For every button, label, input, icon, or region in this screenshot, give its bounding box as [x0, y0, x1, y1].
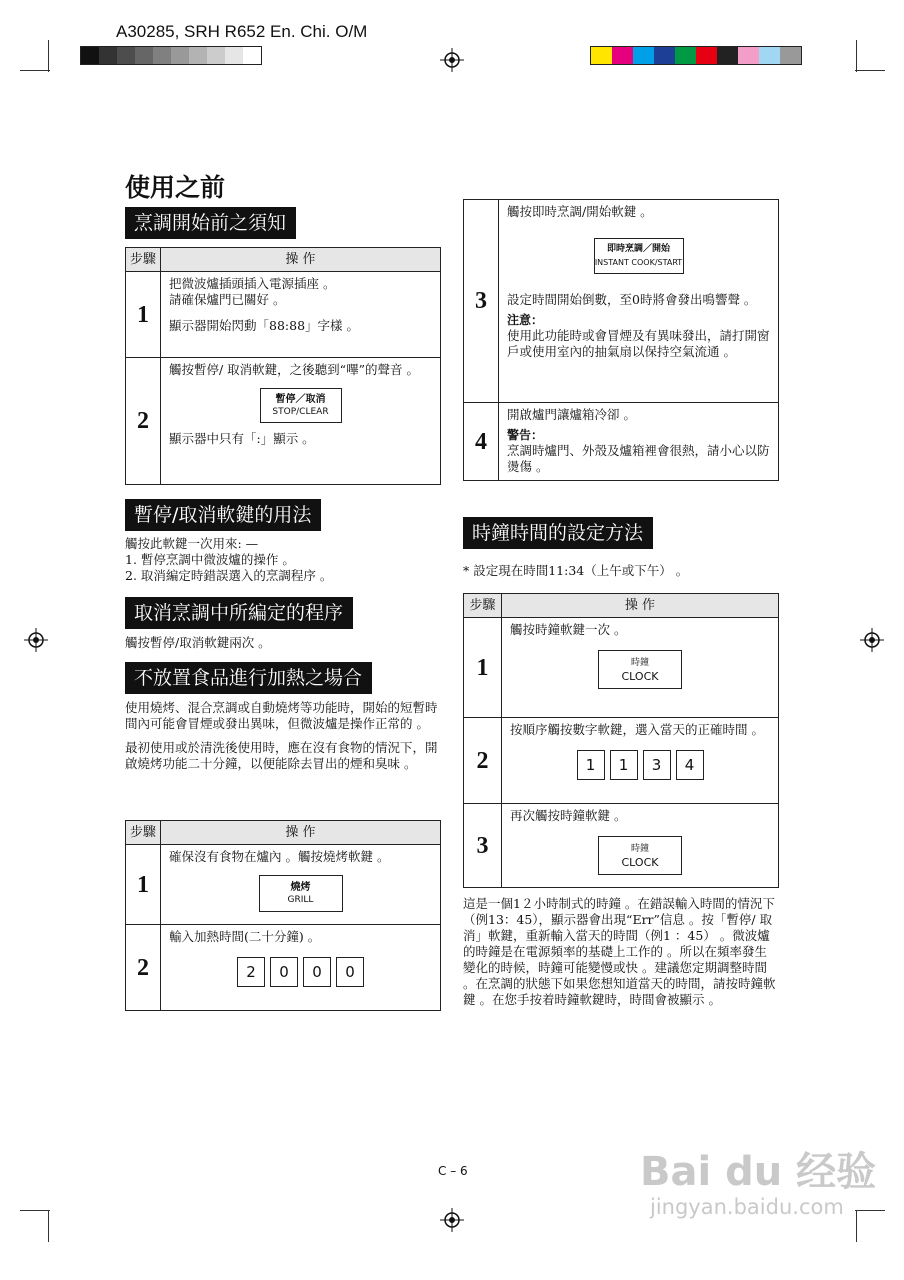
key-label-en: INSTANT COOK/START [594, 258, 683, 267]
digit-key[interactable]: 0 [303, 957, 331, 987]
step-text: 顯示器中只有「:」顯示 。 [169, 431, 315, 446]
color-swatch [717, 47, 738, 64]
paragraph: 觸按此軟鍵一次用來: — [125, 536, 259, 551]
key-label-en: GRILL [287, 894, 314, 905]
key-label: 時鐘 [630, 843, 649, 854]
color-swatch [696, 47, 717, 64]
digit-key[interactable]: 0 [336, 957, 364, 987]
registration-mark-icon [24, 628, 48, 652]
column-header-step: 步驟 [126, 821, 161, 845]
gray-swatch [135, 47, 153, 64]
digit-key[interactable]: 0 [270, 957, 298, 987]
digit-key[interactable]: 4 [676, 750, 704, 780]
step-text: 開啟爐門讓爐箱冷卻 。 [507, 407, 636, 422]
section-heading: 時鐘時間的設定方法 [463, 517, 653, 549]
gray-swatch [81, 47, 99, 64]
grayscale-calibration-bar [80, 46, 262, 65]
gray-swatch [153, 47, 171, 64]
section-heading: 暫停/取消軟鍵的用法 [125, 499, 321, 531]
step-number: 3 [464, 200, 499, 403]
clock-key[interactable] [598, 836, 682, 875]
digit-key[interactable]: 1 [610, 750, 638, 780]
note-text: 使用此功能時或會冒煙及有異味發出，請打開窗戶或使用室內的抽氣扇以保持空氣流通 。 [507, 328, 770, 359]
crop-mark [20, 70, 50, 71]
step-text: 觸按時鐘軟鍵一次 。 [510, 622, 627, 637]
registration-mark-icon [860, 628, 884, 652]
watermark-url: jingyan.baidu.com [650, 1195, 844, 1219]
key-label: 燒烤 [290, 881, 311, 893]
section-heading: 不放置食品進行加熱之場合 [125, 662, 372, 694]
digit-key[interactable]: 1 [577, 750, 605, 780]
step-text: 再次觸按時鐘軟鍵 。 [510, 808, 627, 823]
page-title: 使用之前 [125, 173, 226, 202]
steps-table [125, 820, 441, 1011]
column-header-operation: 操 作 [502, 594, 779, 618]
section-heading: 烹調開始前之須知 [125, 207, 296, 239]
column-header-step: 步驟 [126, 248, 161, 272]
digit-key[interactable]: 2 [237, 957, 265, 987]
gray-swatch [99, 47, 117, 64]
crop-mark [855, 70, 885, 71]
digit-keys [510, 750, 770, 780]
gray-swatch [117, 47, 135, 64]
note-label: 注意： [507, 313, 544, 327]
steps-table [463, 593, 779, 888]
gray-swatch [243, 47, 261, 64]
step-text: 請確保爐門已關好 。 [169, 292, 286, 307]
warning-text: 烹調時爐門、外殼及爐箱裡會很熱，請小心以防燙傷 。 [507, 443, 770, 474]
step-number: 1 [126, 272, 161, 358]
step-text: 設定時間開始倒數，至0時將會發出鳴響聲 。 [507, 292, 757, 307]
paragraph: 這是一個1２小時制式的時鐘 。在錯誤輸入時間的情況下（例13：45），顯示器會出現“Err”信息 。按「暫停/ 取消」軟鍵，重新輸入當天的時間（例1 ：45） 。微波爐的時鐘是在電源頻率的基礎上工作的 。所以在頻率發生變化的時候，時鐘可能變慢或快 。建議您定期調整時間 。在烹調的狀態下如果您想知道當天的時間，請按時鐘軟鍵 。在您手按着時鐘軟鍵時，時間會被顯示 。 [463, 896, 776, 1007]
crop-mark [48, 40, 49, 72]
step-text: 觸按暫停/ 取消軟鍵，之後聽到“嗶”的聲音 。 [169, 362, 419, 377]
watermark-logo: Bai du 经验 [640, 1149, 877, 1195]
crop-mark [856, 40, 857, 72]
step-text: 顯示器開始閃動「88:88」字樣 。 [169, 318, 359, 333]
key-label-en: CLOCK [621, 855, 659, 869]
key-label: 暫停／取消 [275, 393, 326, 405]
registration-mark-icon [440, 1208, 464, 1232]
gray-swatch [171, 47, 189, 64]
warning-label: 警告： [507, 428, 544, 442]
key-label: 即時烹調／開始 [606, 244, 670, 254]
gray-swatch [225, 47, 243, 64]
document-id: A30285, SRH R652 En. Chi. O/M [116, 22, 368, 41]
color-swatch [780, 47, 801, 64]
column-header-operation: 操 作 [161, 821, 441, 845]
color-swatch [612, 47, 633, 64]
paragraph: * 設定現在時間11:34（上午或下午） 。 [463, 563, 689, 578]
color-swatch [675, 47, 696, 64]
step-number: 2 [126, 925, 161, 1011]
color-swatch [654, 47, 675, 64]
steps-table-continued [463, 199, 779, 481]
section-heading: 取消烹調中所編定的程序 [125, 597, 353, 629]
step-number: 3 [464, 804, 502, 888]
key-label: 時鐘 [630, 657, 649, 668]
list-item: 1. 暫停烹調中微波爐的操作 。 [125, 552, 295, 567]
steps-table [125, 247, 441, 485]
key-label-en: CLOCK [621, 669, 659, 683]
digit-keys [169, 957, 432, 987]
column-header-operation: 操 作 [161, 248, 441, 272]
crop-mark [20, 1210, 50, 1211]
key-label-en: STOP/CLEAR [272, 406, 329, 417]
page-number: C – 6 [438, 1164, 468, 1178]
step-text: 確保沒有食物在爐內 。觸按燒烤軟鍵 。 [169, 849, 390, 864]
column-header-step: 步驟 [464, 594, 502, 618]
digit-key[interactable]: 3 [643, 750, 671, 780]
color-swatch [633, 47, 654, 64]
registration-mark-icon [440, 48, 464, 72]
list-item: 2. 取消編定時錯誤選入的烹調程序 。 [125, 568, 333, 583]
paragraph: 使用燒烤、混合烹調或自動燒烤等功能時，開始的短暫時間內可能會冒煙或發出異味，但微波爐是操作正常的 。 [125, 700, 438, 731]
step-text: 按順序觸按數字軟鍵，選入當天的正確時間 。 [510, 722, 764, 737]
instant-cook-start-key[interactable] [594, 238, 684, 274]
step-number: 2 [464, 718, 502, 804]
color-swatch [591, 47, 612, 64]
step-number: 1 [464, 618, 502, 718]
watermark [640, 1150, 876, 1220]
color-calibration-bar [590, 46, 802, 65]
step-text: 觸按即時烹調/開始軟鍵 。 [507, 204, 653, 219]
step-number: 1 [126, 845, 161, 925]
color-swatch [759, 47, 780, 64]
step-number: 2 [126, 358, 161, 485]
gray-swatch [189, 47, 207, 64]
crop-mark [48, 1210, 49, 1242]
grill-key[interactable] [259, 875, 343, 912]
step-text: 輸入加熱時間(二十分鐘) 。 [169, 929, 321, 944]
clock-key[interactable] [598, 650, 682, 689]
stop-clear-key[interactable] [260, 388, 342, 423]
paragraph: 最初使用或於清洗後使用時，應在沒有食物的情況下，開啟燒烤功能二十分鐘，以便能除去冒出的煙和臭味 。 [125, 740, 438, 771]
gray-swatch [207, 47, 225, 64]
paragraph: 觸按暫停/取消軟鍵兩次 。 [125, 635, 271, 650]
color-swatch [738, 47, 759, 64]
step-text: 把微波爐插頭插入電源插座 。 [169, 276, 336, 291]
step-number: 4 [464, 403, 499, 481]
